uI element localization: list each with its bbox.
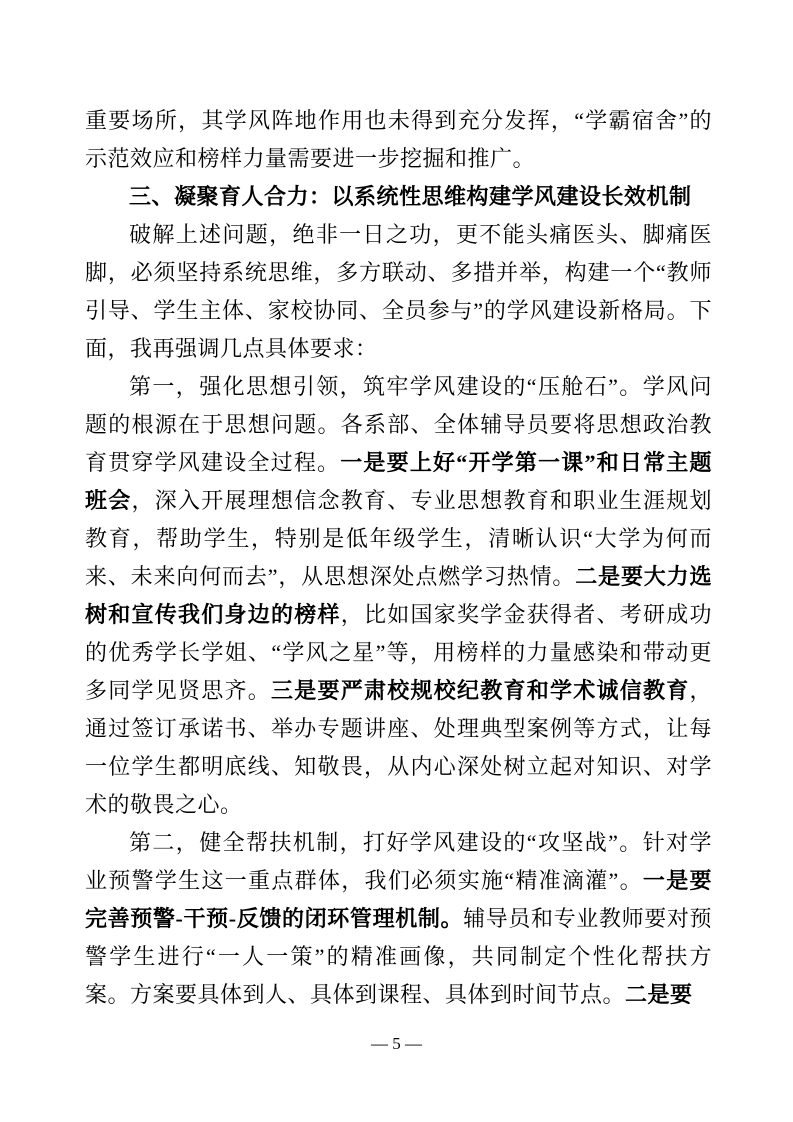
paragraph-continuation — [85, 102, 712, 178]
text-run: 第二，健全帮扶机制，打好学风建设的“攻坚战”。针对学业预警学生这一重点群体，我们必须实施“精准滴灌”。 — [85, 830, 712, 893]
text-run: 重要场所，其学风阵地作用也未得到充分发挥，“学霸宿舍”的示范效应和榜样力量需要进一步挖掘和推广。 — [85, 108, 712, 171]
text-run-bold: 一是要完善预警-干预-反馈的闭环管理机制。 — [85, 868, 712, 931]
paragraph — [85, 368, 712, 824]
text-run: 破解上述问题，绝非一日之功，更不能头痛医头、脚痛医脚，必须坚持系统思维，多方联动、多措并举，构建一个“教师引导、学生主体、家校协同、全员参与”的学风建设新格局。下面，我再强调几点具体要求： — [85, 222, 712, 361]
text-run-bold: 三是要严肃校规校纪教育和学术诚信教育 — [271, 678, 690, 703]
text-run-bold: 三、凝聚育人合力：以系统性思维构建学风建设长效机制 — [129, 184, 692, 209]
text-run: 辅导员和专业教师要对预警学生进行“一人一策”的精准画像，共同制定个性化帮扶方案。方案要具体到人、具体到课程、具体到时间节点。 — [85, 906, 712, 1007]
text-run: 第一，强化思想引领，筑牢学风建设的“压舱石”。学风问题的根源在于思想问题。各系部、全体辅导员要将思想政治教育贯穿学风建设全过程。 — [85, 374, 712, 475]
text-run-bold: 二是要 — [625, 982, 693, 1007]
text-run: ，深入开展理想信念教育、专业思想教育和职业生涯规划教育，帮助学生，特别是低年级学生，清晰认识“大学为何而来、未来向何而去”，从思想深处点燃学习热情。 — [85, 488, 712, 589]
page-number: — 5 — — [371, 1034, 422, 1053]
text-run-bold: 二是要大力选树和宣传我们身边的榜样 — [85, 564, 712, 627]
section-heading — [85, 178, 712, 216]
paragraph — [85, 824, 712, 1014]
text-run-bold: 一是要上好“开学第一课”和日常主题班会 — [85, 450, 712, 513]
paragraph — [85, 216, 712, 368]
document-body — [85, 102, 712, 1014]
text-run: ，通过签订承诺书、举办专题讲座、处理典型案例等方式，让每一位学生都明底线、知敬畏，从内心深处树立起对知识、对学术的敬畏之心。 — [85, 678, 712, 817]
text-run: ，比如国家奖学金获得者、考研成功的优秀学长学姐、“学风之星”等，用榜样的力量感染和带动更多同学见贤思齐。 — [85, 602, 712, 703]
